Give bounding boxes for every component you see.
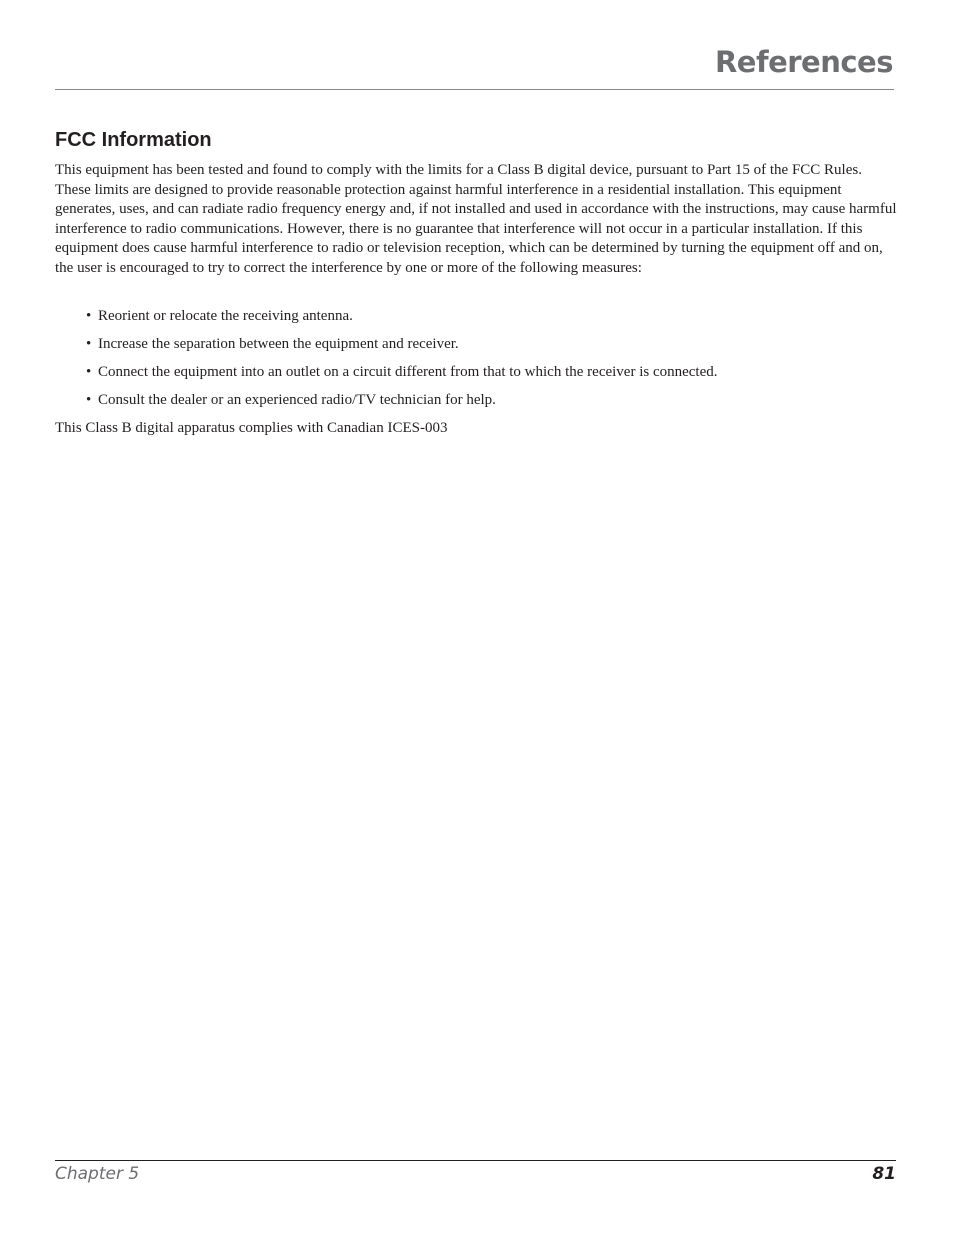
list-item: [86, 334, 896, 362]
list-item: [86, 390, 896, 418]
measures-list: [86, 306, 896, 418]
bullet-icon: •: [86, 336, 92, 352]
list-item-text: Connect the equipment into an outlet on a circuit different from that to which the receiver is connected.: [98, 364, 718, 380]
bullet-icon: •: [86, 364, 92, 380]
list-item-text: Reorient or relocate the receiving antenna.: [98, 308, 353, 324]
section-heading: FCC Information: [55, 129, 212, 151]
list-item: [86, 306, 896, 334]
page-header-title: References: [714, 45, 893, 79]
footer-divider: [55, 1160, 896, 1161]
list-item-text: Consult the dealer or an experienced radio/TV technician for help.: [98, 392, 496, 408]
list-item-text: Increase the separation between the equipment and receiver.: [98, 336, 459, 352]
bullet-icon: •: [86, 308, 92, 324]
header-divider: [55, 89, 894, 90]
bullet-icon: •: [86, 392, 92, 408]
ices-compliance-paragraph: This Class B digital apparatus complies with Canadian ICES-003: [55, 420, 448, 436]
footer-page-number: 81: [872, 1164, 896, 1184]
list-item: [86, 362, 896, 390]
intro-paragraph: This equipment has been tested and found to comply with the limits for a Class B digital device, pursuant to Part 15 of the FCC Rules. These limits are designed to provide reasonable protection against harmful interference in a residential installation. This equipment generates, uses, and can radiate radio frequency energy and, if not installed and used in accordance with the instructions, may cause harmful interference to radio communications. However, there is no guarantee that interference will not occur in a particular installation. If this equipment does cause harmful interference to radio or television reception, which can be determined by turning the equipment off and on, the user is encouraged to try to correct the interference by one or more of the following measures:: [55, 162, 897, 276]
footer-chapter-label: Chapter 5: [55, 1164, 140, 1184]
